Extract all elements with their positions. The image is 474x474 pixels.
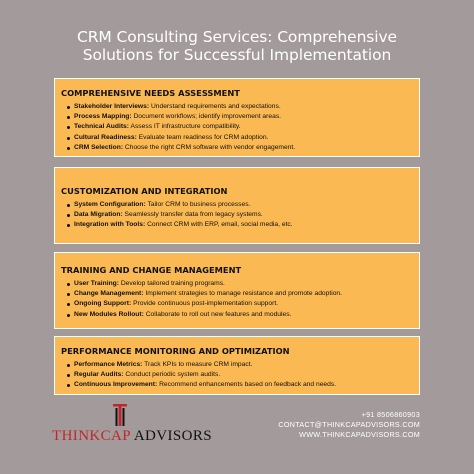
page-title (24, 28, 450, 64)
item-label: Data Migration: (74, 211, 123, 219)
list-item (67, 360, 413, 370)
section-item-list (61, 102, 413, 153)
item-label: Stakeholder Interviews: (74, 103, 150, 110)
list-item (67, 299, 413, 309)
item-label: Change Management: (74, 290, 144, 298)
item-text: Collaborate to roll out new features and modules. (145, 310, 292, 318)
list-item (67, 102, 413, 112)
item-label: System Configuration: (74, 201, 146, 208)
item-text: Provide continuous post-implementation support. (133, 300, 279, 308)
item-label: CRM Selection: (74, 143, 124, 151)
section-card-needs-assessment (54, 78, 420, 157)
item-label: User Training: (74, 280, 119, 287)
list-item (67, 112, 413, 122)
item-label: New Modules Rollout: (74, 310, 144, 318)
item-text: Track KPIs to measure CRM impact. (144, 361, 253, 368)
page-title-line-2: Solutions for Successful Implementation (82, 46, 392, 64)
contact-email: CONTACT@THINKCAPADVISORS.COM (278, 420, 420, 430)
item-text: Recommend enhancements based on feedback and needs. (159, 381, 337, 389)
item-text: Implement strategies to manage resistance and promote adoption. (145, 290, 342, 298)
item-text: Choose the right CRM software with vendor engagement. (124, 143, 296, 151)
item-text: Understand requirements and expectations. (150, 103, 281, 110)
item-text: Connect CRM with ERP, email, social media, etc. (147, 221, 293, 229)
item-label: Performance Metrics: (74, 361, 143, 368)
section-item-list (61, 279, 413, 320)
contact-info (278, 410, 420, 441)
contact-website: WWW.THINKCAPADVISORS.COM (299, 430, 420, 440)
item-label: Continuous Improvement: (74, 381, 158, 389)
item-label: Regular Audits: (74, 371, 124, 379)
contact-phone: +91 8506860903 (361, 410, 420, 419)
list-item (67, 220, 413, 230)
section-card-customization (54, 167, 420, 244)
item-text: Seamlessly transfer data from legacy systems. (124, 211, 263, 219)
list-item (67, 200, 413, 210)
item-text: Document workflows; identify improvement areas. (133, 113, 282, 121)
list-item (67, 310, 413, 320)
list-item (67, 289, 413, 299)
list-item (67, 380, 413, 390)
section-heading: CUSTOMIZATION AND INTEGRATION (61, 186, 228, 196)
logo-wordmark (52, 428, 212, 445)
section-item-list (61, 360, 413, 391)
section-heading: TRAINING AND CHANGE MANAGEMENT (61, 265, 242, 275)
section-item-list (61, 200, 413, 231)
item-label: Cultural Readiness: (74, 133, 137, 141)
item-label: Integration with Tools: (74, 221, 146, 229)
logo-text-thinkcap: THINKCAP (52, 428, 131, 444)
item-text: Assess IT infrastructure compatibility. (130, 123, 241, 131)
item-text: Develop tailored training programs. (120, 280, 225, 287)
section-card-performance (54, 336, 420, 395)
list-item (67, 122, 413, 132)
page-title-line-1: CRM Consulting Services: Comprehensive (77, 28, 397, 46)
list-item (67, 133, 413, 143)
list-item (67, 143, 413, 153)
item-text: Evaluate team readiness for CRM adoption. (138, 133, 269, 141)
section-card-training (54, 252, 420, 329)
company-logo (52, 404, 232, 446)
section-heading: PERFORMANCE MONITORING AND OPTIMIZATION (61, 346, 290, 356)
item-text: Conduct periodic system audits. (125, 371, 221, 379)
section-heading: COMPREHENSIVE NEEDS ASSESSMENT (61, 88, 240, 98)
item-label: Ongoing Support: (74, 300, 132, 308)
logo-mark-icon (113, 404, 127, 426)
item-label: Process Mapping: (74, 113, 132, 121)
list-item (67, 210, 413, 220)
list-item (67, 370, 413, 380)
item-text: Tailor CRM to business processes. (147, 201, 251, 208)
item-label: Technical Audits: (74, 123, 129, 131)
logo-text-advisors: ADVISORS (133, 428, 213, 444)
list-item (67, 279, 413, 289)
